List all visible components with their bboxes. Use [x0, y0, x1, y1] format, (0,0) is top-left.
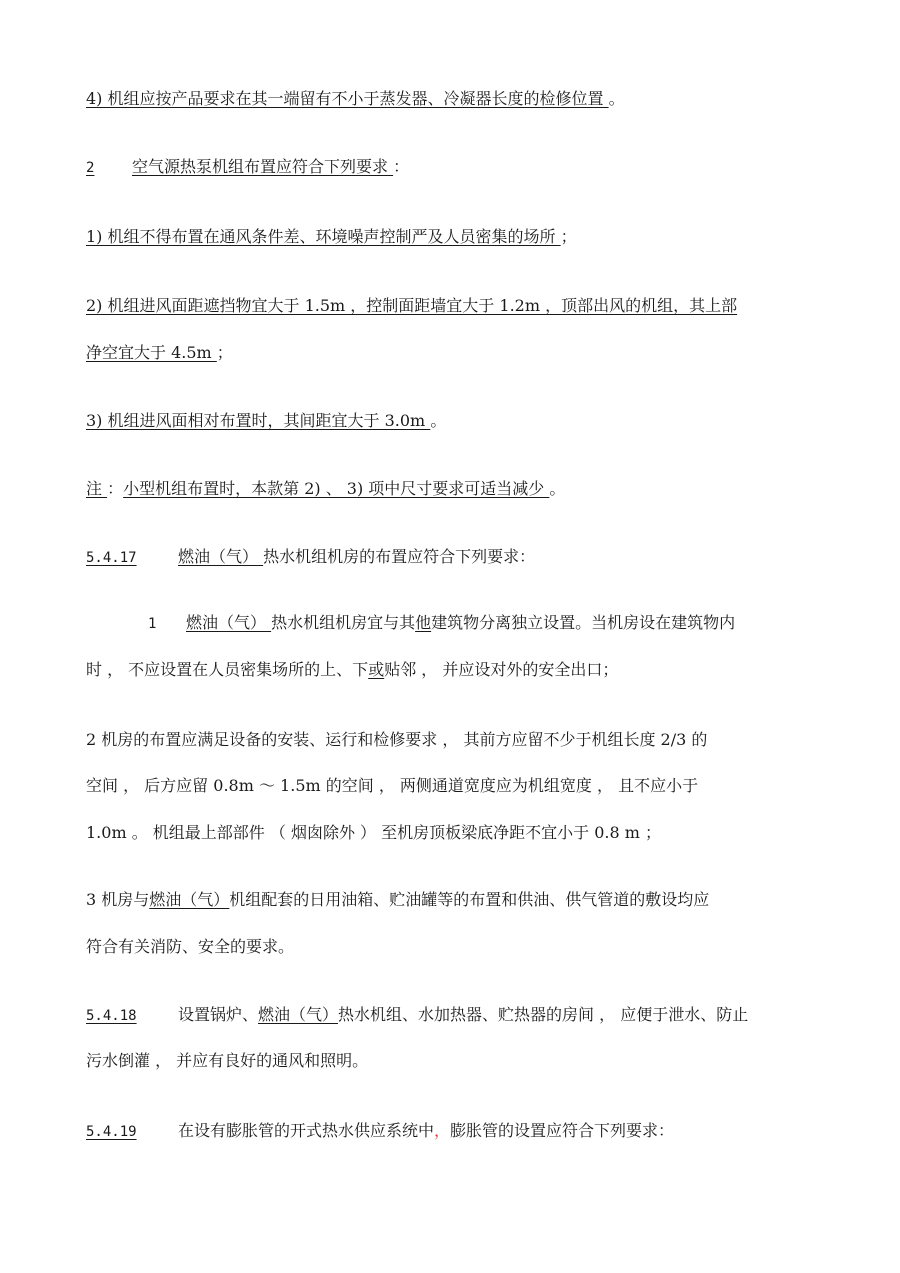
- text-underlined: 3) 机组进风面相对布置时，其间距宜大于 3.0m: [86, 411, 431, 430]
- text: 3 机房与: [86, 890, 150, 909]
- text: 在设有膨胀管的开式热水供应系统中: [178, 1121, 435, 1140]
- text-underlined: 燃油（气）: [186, 613, 272, 632]
- text: ：: [393, 157, 410, 176]
- text: ：: [107, 479, 124, 498]
- note-label: 注: [86, 479, 108, 498]
- text-underlined: 4) 机组应按产品要求在其一端留有不小于蒸发器、冷凝器长度的检修位置: [86, 89, 609, 108]
- note-line: [86, 478, 565, 500]
- text: 膨胀管的设置应符合下列要求：: [450, 1121, 675, 1140]
- text: 。: [430, 411, 447, 430]
- text-underlined: 他: [415, 613, 432, 632]
- clause-5-4-19: [86, 1120, 674, 1143]
- line-13: [86, 822, 661, 844]
- text: 贴邻 ， 并应设对外的安全出口；: [384, 660, 619, 679]
- text: 符合有关消防、安全的要求。: [86, 937, 295, 956]
- item-number: 1: [148, 616, 157, 632]
- text: ；: [560, 227, 577, 246]
- text: 时 ， 不应设置在人员密集场所的上、下: [86, 660, 369, 679]
- line-14: [86, 889, 709, 911]
- text-underlined: 净空宜大于 4.5m: [86, 343, 217, 362]
- text: 1.0m 。 机组最上部部件 （ 烟囱除外 ） 至机房顶板梁底净距不宜小于 0.8 m ；: [86, 823, 662, 842]
- red-comma: ，: [434, 1121, 451, 1140]
- line-1: [86, 88, 625, 110]
- text: 空间 ， 后方应留 0.8m ～ 1.5m 的空间 ， 两侧通道宽度应为机组宽度 ， 且不应小于: [86, 776, 699, 795]
- text: 热水机组机房的布置应符合下列要求：: [263, 547, 536, 566]
- line-12: [86, 775, 698, 797]
- line-15: [86, 936, 294, 958]
- text: ；: [216, 343, 233, 362]
- line-10: [86, 659, 618, 681]
- line-3: [86, 226, 577, 248]
- line-17: [86, 1050, 368, 1072]
- line-11: [86, 729, 707, 751]
- line-6: [86, 410, 446, 432]
- clause-5-4-18: [86, 1004, 748, 1027]
- text: 热水机组机房宜与其: [271, 613, 416, 632]
- text: 污水倒灌 ， 并应有良好的通风和照明。: [86, 1051, 369, 1070]
- text-underlined: 燃油（气）: [149, 890, 230, 909]
- clause-number: 5.4.17: [86, 550, 137, 566]
- text: 。: [608, 89, 625, 108]
- text-underlined: 或: [368, 660, 385, 679]
- line-5: [86, 342, 233, 364]
- item-number: 2: [86, 160, 95, 176]
- text: 机组配套的日用油箱、贮油罐等的布置和供油、供气管道的敷设均应: [229, 890, 710, 909]
- clause-5-4-17: [86, 546, 535, 569]
- text: 设置锅炉、: [178, 1005, 259, 1024]
- clause-number: 5.4.19: [86, 1124, 137, 1140]
- text: 建筑物分离独立设置。当机房设在建筑物内: [431, 613, 736, 632]
- text-underlined: 2) 机组进风面距遮挡物宜大于 1.5m ，控制面距墙宜大于 1.2m ，顶部出风的机组，其上部: [86, 296, 738, 315]
- text: 。: [549, 479, 566, 498]
- line-4: [86, 295, 737, 317]
- text-underlined: 燃油（气）: [178, 547, 264, 566]
- line-2: [86, 156, 409, 179]
- text-underlined: 燃油（气）: [258, 1005, 339, 1024]
- line-9: [148, 612, 735, 635]
- text-underlined: 小型机组布置时，本款第 2) 、 3) 项中尺寸要求可适当减少: [123, 479, 550, 498]
- text-underlined: 1) 机组不得布置在通风条件差、环境噪声控制严及人员密集的场所: [86, 227, 561, 246]
- text: 2 机房的布置应满足设备的安装、运行和检修要求 ， 其前方应留不少于机组长度 2/3 的: [86, 730, 708, 749]
- text: 热水机组、水加热器、贮热器的房间 ， 应便于泄水、防止: [338, 1005, 749, 1024]
- clause-number: 5.4.18: [86, 1008, 137, 1024]
- text-underlined: 空气源热泵机组布置应符合下列要求: [132, 157, 394, 176]
